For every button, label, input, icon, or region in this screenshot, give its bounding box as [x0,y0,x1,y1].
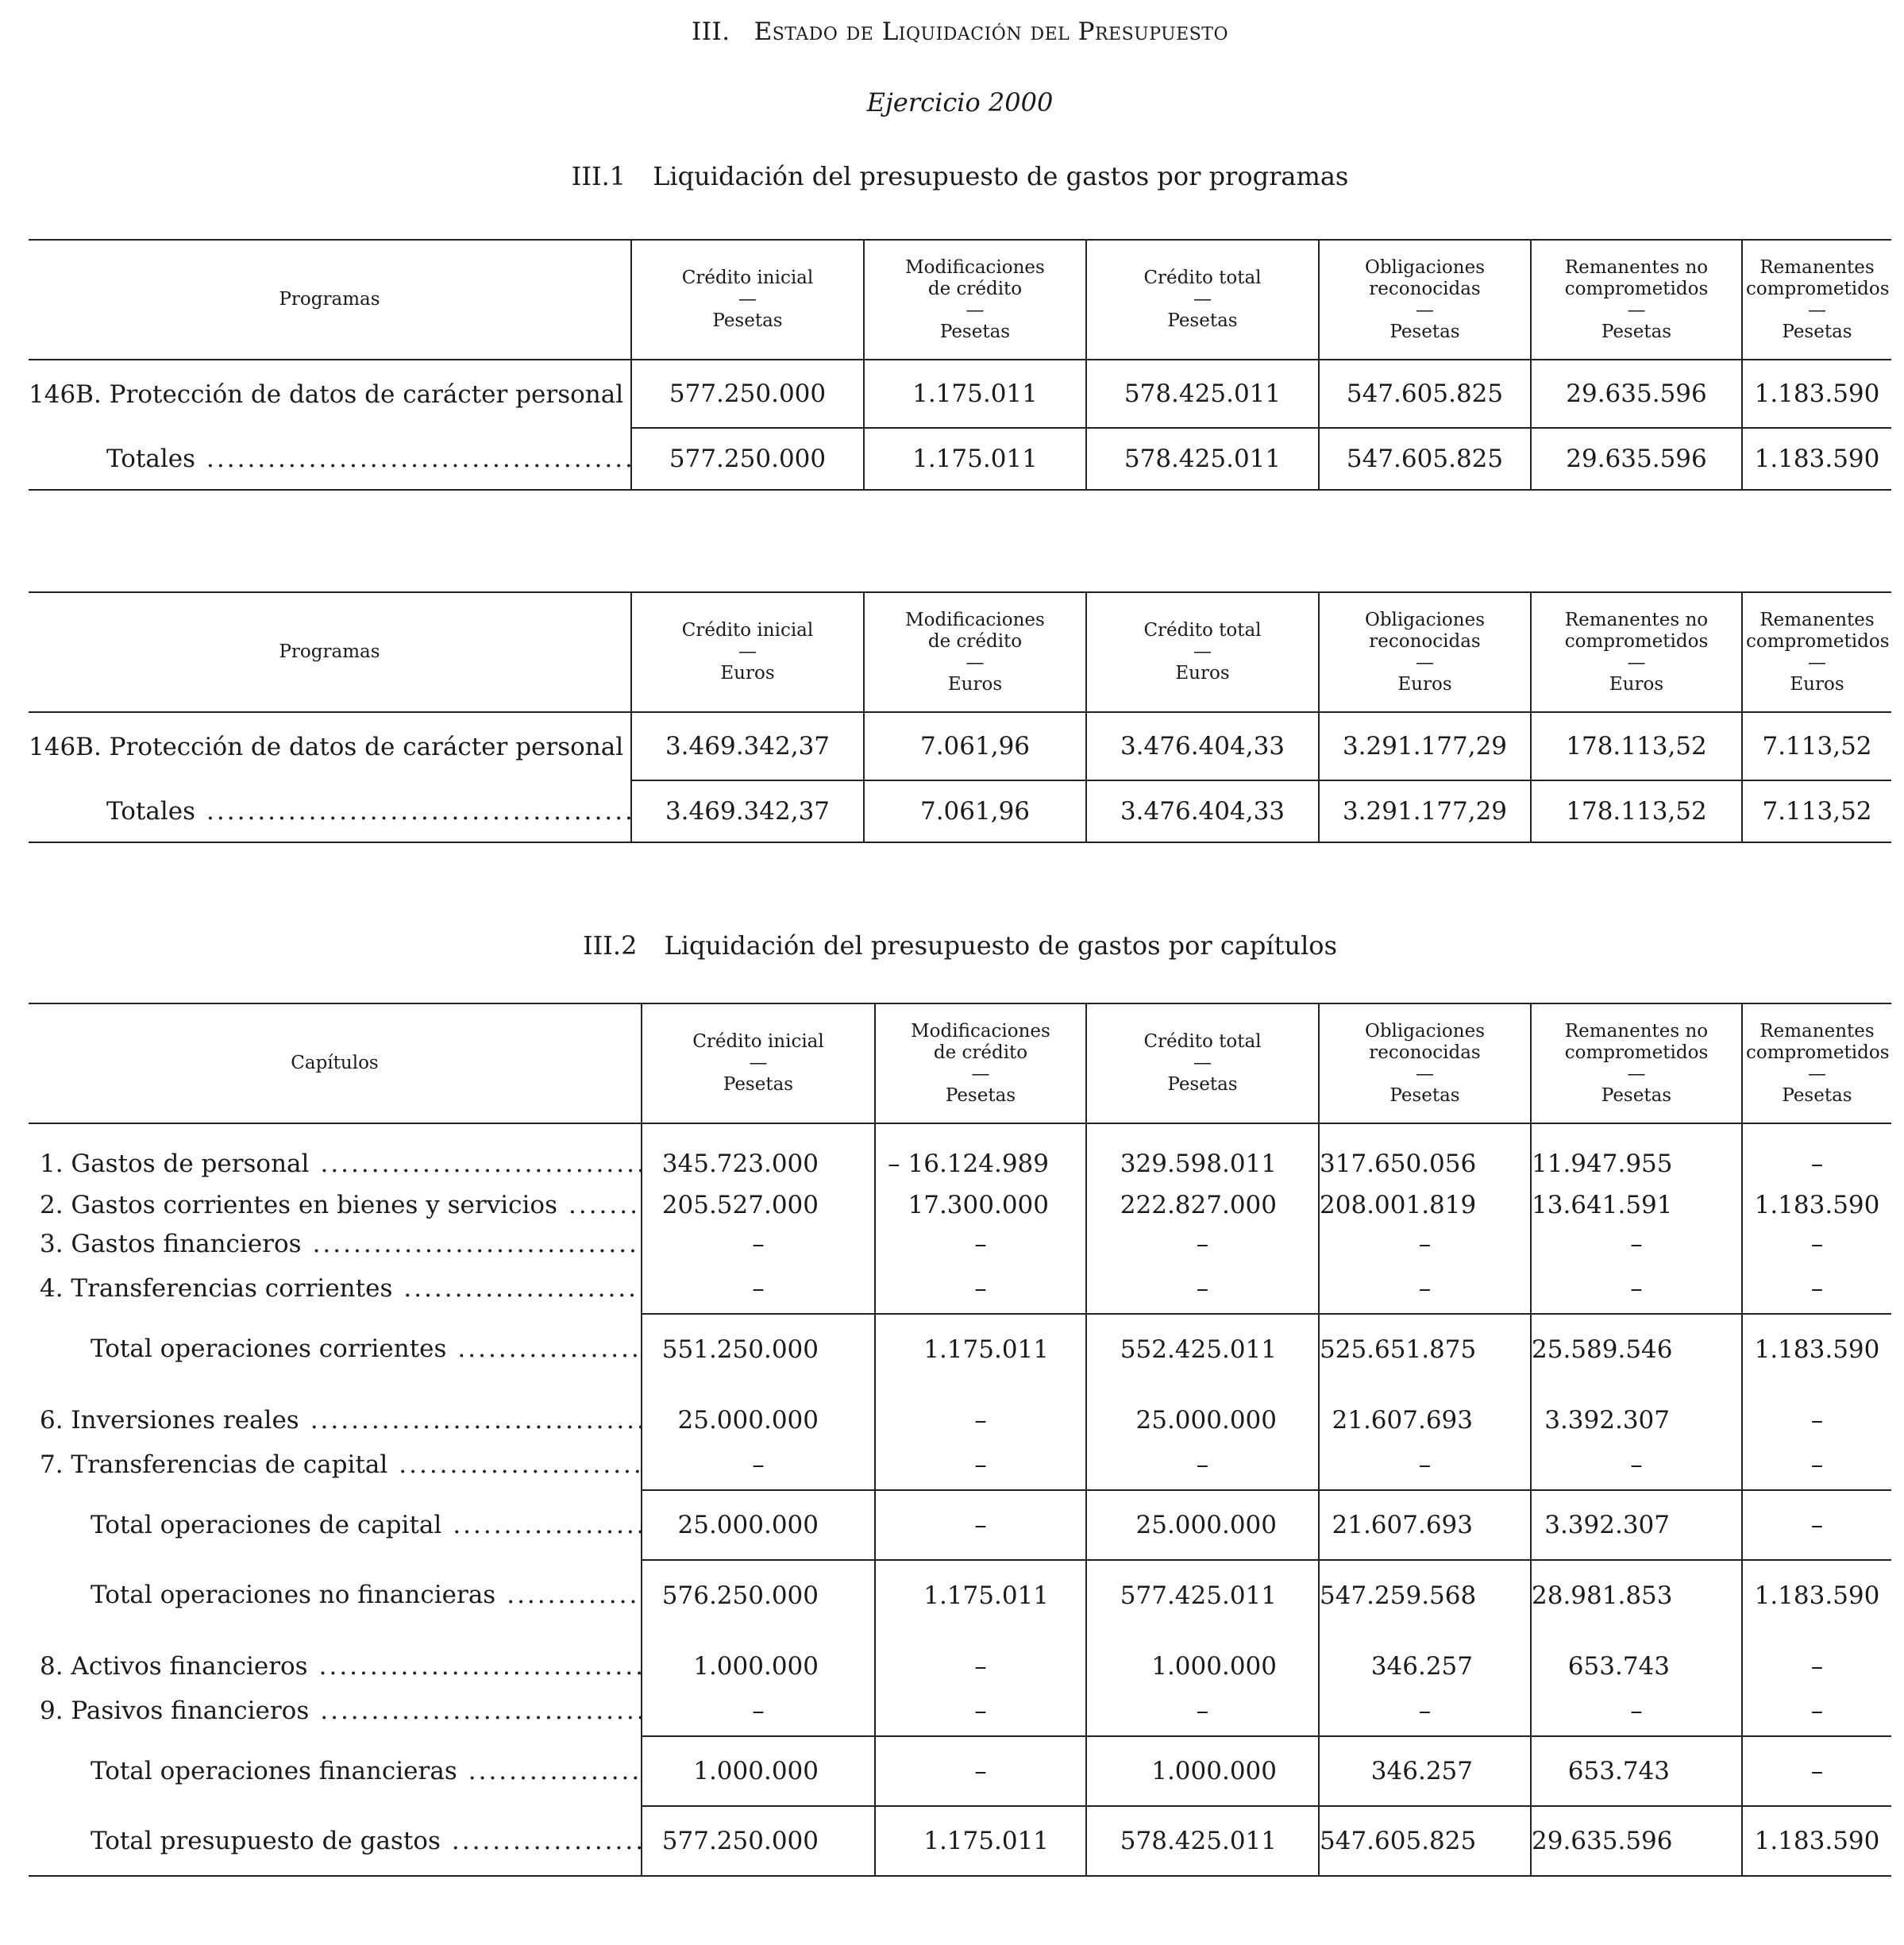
row-label: Totales ..... [29,780,631,842]
cell-value: 1.183.590 [1742,360,1891,428]
cell-value: 25.000.000 [642,1490,875,1560]
cell-value: – [875,1439,1086,1490]
row-label: Total operaciones corrientes ..... [29,1314,642,1384]
table-capitulos-pesetas [29,1003,1891,1877]
section-1-title [29,161,1891,191]
cell-value: 346.257 [1319,1630,1531,1685]
cell-value: 525.651.875 [1319,1314,1531,1384]
column-header-remanentes-comprometidos: Remanentes comprometidos — Euros [1742,592,1891,712]
column-header-remanentes-comprometidos: Remanentes comprometidos — Pesetas [1742,1003,1891,1123]
row-label: Totales ..... [29,428,631,490]
table-row-total [29,1806,1891,1876]
column-header-modificaciones: Modificaciones de crédito — Pesetas [875,1003,1086,1123]
cell-value: 552.425.011 [1086,1314,1319,1384]
cell-value: 25.589.546 [1531,1314,1742,1384]
cell-value: 178.113,52 [1531,780,1742,842]
cell-value: – [1742,1123,1891,1185]
cell-value: 3.291.177,29 [1319,712,1531,780]
cell-value: 329.598.011 [1086,1123,1319,1185]
cell-value: 1.175.011 [875,1314,1086,1384]
cell-value: – [875,1630,1086,1685]
cell-value: 28.981.853 [1531,1560,1742,1630]
cell-value: 3.291.177,29 [1319,780,1531,842]
cell-value: 577.250.000 [631,360,864,428]
table-programas-euros [29,591,1891,843]
cell-value: 653.743 [1531,1630,1742,1685]
row-label: 6. Inversiones reales ..... [29,1384,642,1439]
table-row-total [29,1490,1891,1560]
cell-value: – [1319,1685,1531,1736]
table-row [29,360,1891,428]
cell-value: – [875,1685,1086,1736]
cell-value: – [642,1224,875,1263]
cell-value: 576.250.000 [642,1560,875,1630]
table-row [29,1384,1891,1439]
cell-value: – [1086,1439,1319,1490]
cell-value: – [1531,1224,1742,1263]
capitulos-body [29,1123,1891,1876]
cell-value: – [1742,1384,1891,1439]
cell-value: – [1742,1685,1891,1736]
cell-value: – [642,1439,875,1490]
cell-value: 178.113,52 [1531,712,1742,780]
column-header-credito-total: Crédito total — Pesetas [1086,1003,1319,1123]
table-header-row [29,1003,1891,1123]
section-1-text: Liquidación del presupuesto de gastos por programas [653,161,1349,191]
table-programas-pesetas [29,239,1891,491]
table-row [29,1439,1891,1490]
cell-value: 1.183.590 [1742,1560,1891,1630]
cell-value: 3.469.342,37 [631,712,864,780]
table-row-total [29,1560,1891,1630]
cell-value: – [1086,1224,1319,1263]
row-label: 1. Gastos de personal ..... [29,1123,642,1185]
cell-value: 29.635.596 [1531,428,1742,490]
cell-value: – [875,1384,1086,1439]
cell-value: – [1531,1439,1742,1490]
cell-value: 7.061,96 [864,712,1086,780]
cell-value: 577.250.000 [642,1806,875,1876]
cell-value: – [875,1263,1086,1314]
cell-value: 577.425.011 [1086,1560,1319,1630]
cell-value: 1.183.590 [1742,428,1891,490]
section-1-number: III.1 [571,161,626,191]
cell-value: – 16.124.989 [875,1123,1086,1185]
cell-value: – [642,1263,875,1314]
cell-value: 205.527.000 [642,1185,875,1224]
title-roman: III. [691,17,730,46]
section-2-number: III.2 [583,930,638,961]
cell-value: 17.300.000 [875,1185,1086,1224]
row-label: 9. Pasivos financieros ..... [29,1685,642,1736]
column-header-obligaciones: Obligaciones reconocidas — Pesetas [1319,240,1531,360]
cell-value: – [875,1490,1086,1560]
cell-value: 1.000.000 [1086,1630,1319,1685]
row-label: Total operaciones financieras ..... [29,1736,642,1806]
row-label: Total operaciones no financieras ..... [29,1560,642,1630]
cell-value: 29.635.596 [1531,360,1742,428]
cell-value: 25.000.000 [642,1384,875,1439]
cell-value: 1.183.590 [1742,1806,1891,1876]
row-label: Total presupuesto de gastos ..... [29,1806,642,1876]
cell-value: 578.425.011 [1086,360,1319,428]
cell-value: 1.175.011 [864,360,1086,428]
cell-value: – [875,1224,1086,1263]
cell-value: 3.392.307 [1531,1490,1742,1560]
document-title [29,17,1891,46]
table-row [29,1263,1891,1314]
row-label: 2. Gastos corrientes en bienes y servicios ..... [29,1185,642,1224]
cell-value: 3.476.404,33 [1086,780,1319,842]
table-row-total [29,428,1891,490]
row-label: 146B. Protección de datos de carácter personal [29,360,631,428]
cell-value: – [1742,1630,1891,1685]
cell-value: – [1742,1736,1891,1806]
row-label: 4. Transferencias corrientes ..... [29,1263,642,1314]
cell-value: 7.061,96 [864,780,1086,842]
cell-value: 1.175.011 [864,428,1086,490]
column-header-remanentes-no: Remanentes no comprometidos — Pesetas [1531,240,1742,360]
cell-value: 577.250.000 [631,428,864,490]
row-label: 7. Transferencias de capital ..... [29,1439,642,1490]
cell-value: 547.259.568 [1319,1560,1531,1630]
cell-value: – [1742,1439,1891,1490]
cell-value: 13.641.591 [1531,1185,1742,1224]
cell-value: 222.827.000 [1086,1185,1319,1224]
table-row [29,1685,1891,1736]
cell-value: 578.425.011 [1086,1806,1319,1876]
column-header-capitulos: Capítulos [29,1003,642,1123]
cell-value: 1.175.011 [875,1560,1086,1630]
cell-value: 3.476.404,33 [1086,712,1319,780]
table-row [29,712,1891,780]
cell-value: 578.425.011 [1086,428,1319,490]
cell-value: 551.250.000 [642,1314,875,1384]
cell-value: 345.723.000 [642,1123,875,1185]
column-header-obligaciones: Obligaciones reconocidas — Pesetas [1319,1003,1531,1123]
cell-value: 3.392.307 [1531,1384,1742,1439]
table-row [29,1123,1891,1185]
row-label: 8. Activos financieros ..... [29,1630,642,1685]
cell-value: 346.257 [1319,1736,1531,1806]
cell-value: 29.635.596 [1531,1806,1742,1876]
cell-value: 11.947.955 [1531,1123,1742,1185]
cell-value: 1.175.011 [875,1806,1086,1876]
section-2-text: Liquidación del presupuesto de gastos por capítulos [664,930,1337,961]
column-header-credito-total: Crédito total — Euros [1086,592,1319,712]
cell-value: 21.607.693 [1319,1490,1531,1560]
table-row [29,1630,1891,1685]
cell-value: 1.000.000 [642,1630,875,1685]
cell-value: – [1319,1224,1531,1263]
cell-value: 317.650.056 [1319,1123,1531,1185]
row-label: Total operaciones de capital ..... [29,1490,642,1560]
column-header-credito-inicial: Crédito inicial — Euros [631,592,864,712]
cell-value: – [1531,1685,1742,1736]
title-text: Estado de Liquidación del Presupuesto [754,17,1229,46]
cell-value: – [1742,1490,1891,1560]
column-header-remanentes-no: Remanentes no comprometidos — Pesetas [1531,1003,1742,1123]
column-header-credito-total: Crédito total — Pesetas [1086,240,1319,360]
cell-value: 547.605.825 [1319,1806,1531,1876]
column-header-credito-inicial: Crédito inicial — Pesetas [642,1003,875,1123]
column-header-programas: Programas [29,592,631,712]
table-row-total [29,780,1891,842]
cell-value: 653.743 [1531,1736,1742,1806]
column-header-modificaciones: Modificaciones de crédito — Pesetas [864,240,1086,360]
column-header-programas: Programas [29,240,631,360]
table-header-row [29,240,1891,360]
table-row-total [29,1314,1891,1384]
cell-value: 547.605.825 [1319,428,1531,490]
cell-value: – [875,1736,1086,1806]
section-2-title [29,930,1891,961]
cell-value: 25.000.000 [1086,1490,1319,1560]
cell-value: – [1319,1439,1531,1490]
cell-value: 208.001.819 [1319,1185,1531,1224]
cell-value: 1.000.000 [642,1736,875,1806]
table-row [29,1224,1891,1263]
cell-value: 3.469.342,37 [631,780,864,842]
cell-value: 21.607.693 [1319,1384,1531,1439]
cell-value: 1.183.590 [1742,1185,1891,1224]
cell-value: 25.000.000 [1086,1384,1319,1439]
cell-value: – [1086,1263,1319,1314]
column-header-remanentes-no: Remanentes no comprometidos — Euros [1531,592,1742,712]
cell-value: – [1531,1263,1742,1314]
cell-value: 1.000.000 [1086,1736,1319,1806]
cell-value: – [1319,1263,1531,1314]
column-header-modificaciones: Modificaciones de crédito — Euros [864,592,1086,712]
column-header-credito-inicial: Crédito inicial — Pesetas [631,240,864,360]
ejercicio-title: Ejercicio 2000 [866,87,1054,117]
table-row-total [29,1736,1891,1806]
cell-value: 7.113,52 [1742,712,1891,780]
cell-value: – [642,1685,875,1736]
cell-value: – [1742,1224,1891,1263]
cell-value: – [1742,1263,1891,1314]
cell-value: 7.113,52 [1742,780,1891,842]
table-row [29,1185,1891,1224]
row-label: 3. Gastos financieros ..... [29,1224,642,1263]
cell-value: 547.605.825 [1319,360,1531,428]
row-label: 146B. Protección de datos de carácter personal [29,712,631,780]
cell-value: 1.183.590 [1742,1314,1891,1384]
column-header-remanentes-comprometidos: Remanentes comprometidos — Pesetas [1742,240,1891,360]
cell-value: – [1086,1685,1319,1736]
table-header-row [29,592,1891,712]
column-header-obligaciones: Obligaciones reconocidas — Euros [1319,592,1531,712]
